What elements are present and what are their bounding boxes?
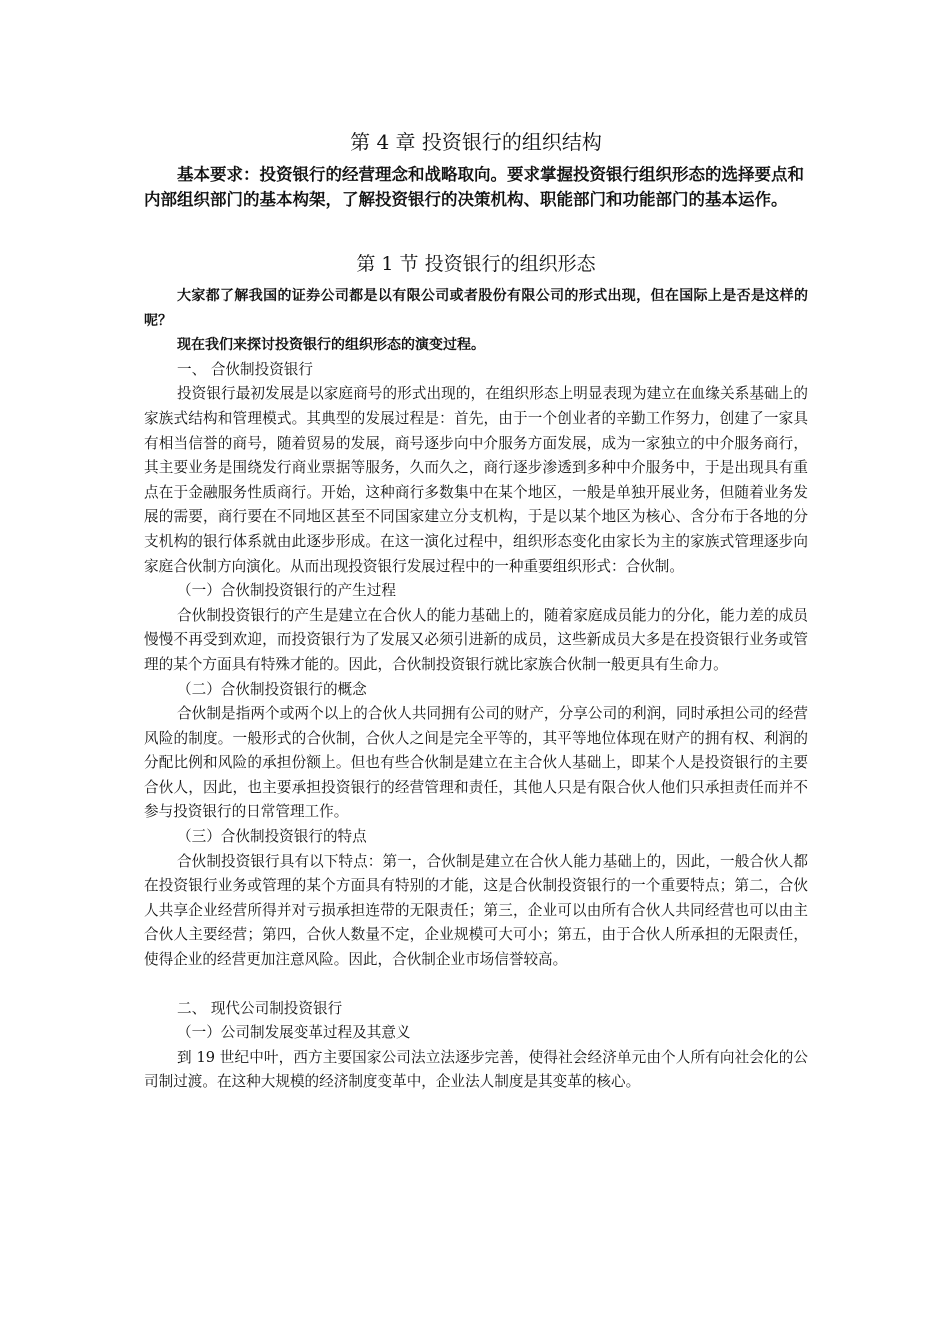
paragraph-process: 合伙制投资银行的产生是建立在合伙人的能力基础上的，随着家庭成员能力的分化，能力差的成员慢慢不再受到欢迎，而投资银行为了发展又必须引进新的成员，这些新成员大多是在投资银行业务或管理的某个方面具有特殊才能的。因此，合伙制投资银行就比家族合伙制一般更具有生命力。 [144, 606, 808, 673]
spacer [144, 973, 808, 997]
section-title: 第 1 节 投资银行的组织形态 [356, 253, 596, 275]
paragraph-features: 合伙制投资银行具有以下特点：第一，合伙制是建立在合伙人能力基础上的，因此，一般合伙人都在投资银行业务或管理的某个方面具有特别的才能，这是合伙制投资银行的一个重要特点；第二，合伙人共享企业经营所得并对亏损承担连带的无限责任；第三，企业可以由所有合伙人共同经营也可以由主合伙人主要经营；第四，合伙人数量不定，企业规模可大可小；第五，由于合伙人所承担的无限责任，使得企业的经营更加注意风险。因此，合伙制企业市场信誉较高。 [144, 852, 808, 969]
subheading-concept: （二）合伙制投资银行的概念 [177, 680, 367, 698]
basic-requirements: 基本要求：投资银行的经营理念和战略取向。要求掌握投资银行组织形态的选择要点和内部组织部门的基本构架，了解投资银行的决策机构、职能部门和功能部门的基本运作。 [144, 165, 804, 209]
subheading-features: （三）合伙制投资银行的特点 [177, 828, 367, 846]
heading-partnership: 一、 合伙制投资银行 [177, 360, 313, 378]
heading-corporate: 二、 现代公司制投资银行 [177, 999, 343, 1017]
paragraph-origin: 投资银行最初发展是以家庭商号的形式出现的，在组织形态上明显表现为建立在血缘关系基础上的家族式结构和管理模式。其典型的发展过程是：首先，由于一个创业者的辛勤工作努力，创建了一家具有相当信誉的商号，随着贸易的发展，商号逐步向中介服务方面发展，成为一家独立的中介服务商行，其主要业务是围绕发行商业票据等服务，久而久之，商行逐步渗透到多种中介服务中，于是出现具有重点在于金融服务性质商行。开始，这种商行多数集中在某个地区，一般是单独开展业务，但随着业务发展的需要，商行要在不同地区甚至不同国家建立分支机构，于是以某个地区为核心、含分布于各地的分支机构的银行体系就由此逐步形成。在这一演化过程中，组织形态变化由家长为主的家族式管理逐步向家庭合伙制方向演化。从而出现投资银行发展过程中的一种重要组织形式：合伙制。 [144, 385, 808, 575]
subheading-corporate-history: （一）公司制发展变革过程及其意义 [177, 1024, 411, 1042]
document-page [144, 122, 808, 1095]
intro-statement: 现在我们来探讨投资银行的组织形态的演变过程。 [177, 337, 485, 354]
paragraph-concept: 合伙制是指两个或两个以上的合伙人共同拥有公司的财产，分享公司的利润，同时承担公司的经营风险的制度。一般形式的合伙制，合伙人之间是完全平等的，其平等地位体现在财产的拥有权、利润的分配比例和风险的承担份额上。但也有些合伙制是建立在主合伙人基础上，即某个人是投资银行的主要合伙人，因此，也主要承担投资银行的经营管理和责任，其他人只是有限合伙人他们只承担责任而并不参与投资银行的日常管理工作。 [144, 705, 808, 821]
chapter-title: 第 4 章 投资银行的组织结构 [350, 130, 602, 154]
subheading-process: （一）合伙制投资银行的产生过程 [177, 582, 396, 600]
paragraph-corporate-history: 到 19 世纪中叶，西方主要国家公司法立法逐步完善，使得社会经济单元由个人所有向社会化的公司制过渡。在这种大规模的经济制度变革中，企业法人制度是其变革的核心。 [144, 1048, 808, 1091]
intro-question: 大家都了解我国的证券公司都是以有限公司或者股份有限公司的形式出现，但在国际上是否是这样的呢？ [144, 288, 808, 329]
